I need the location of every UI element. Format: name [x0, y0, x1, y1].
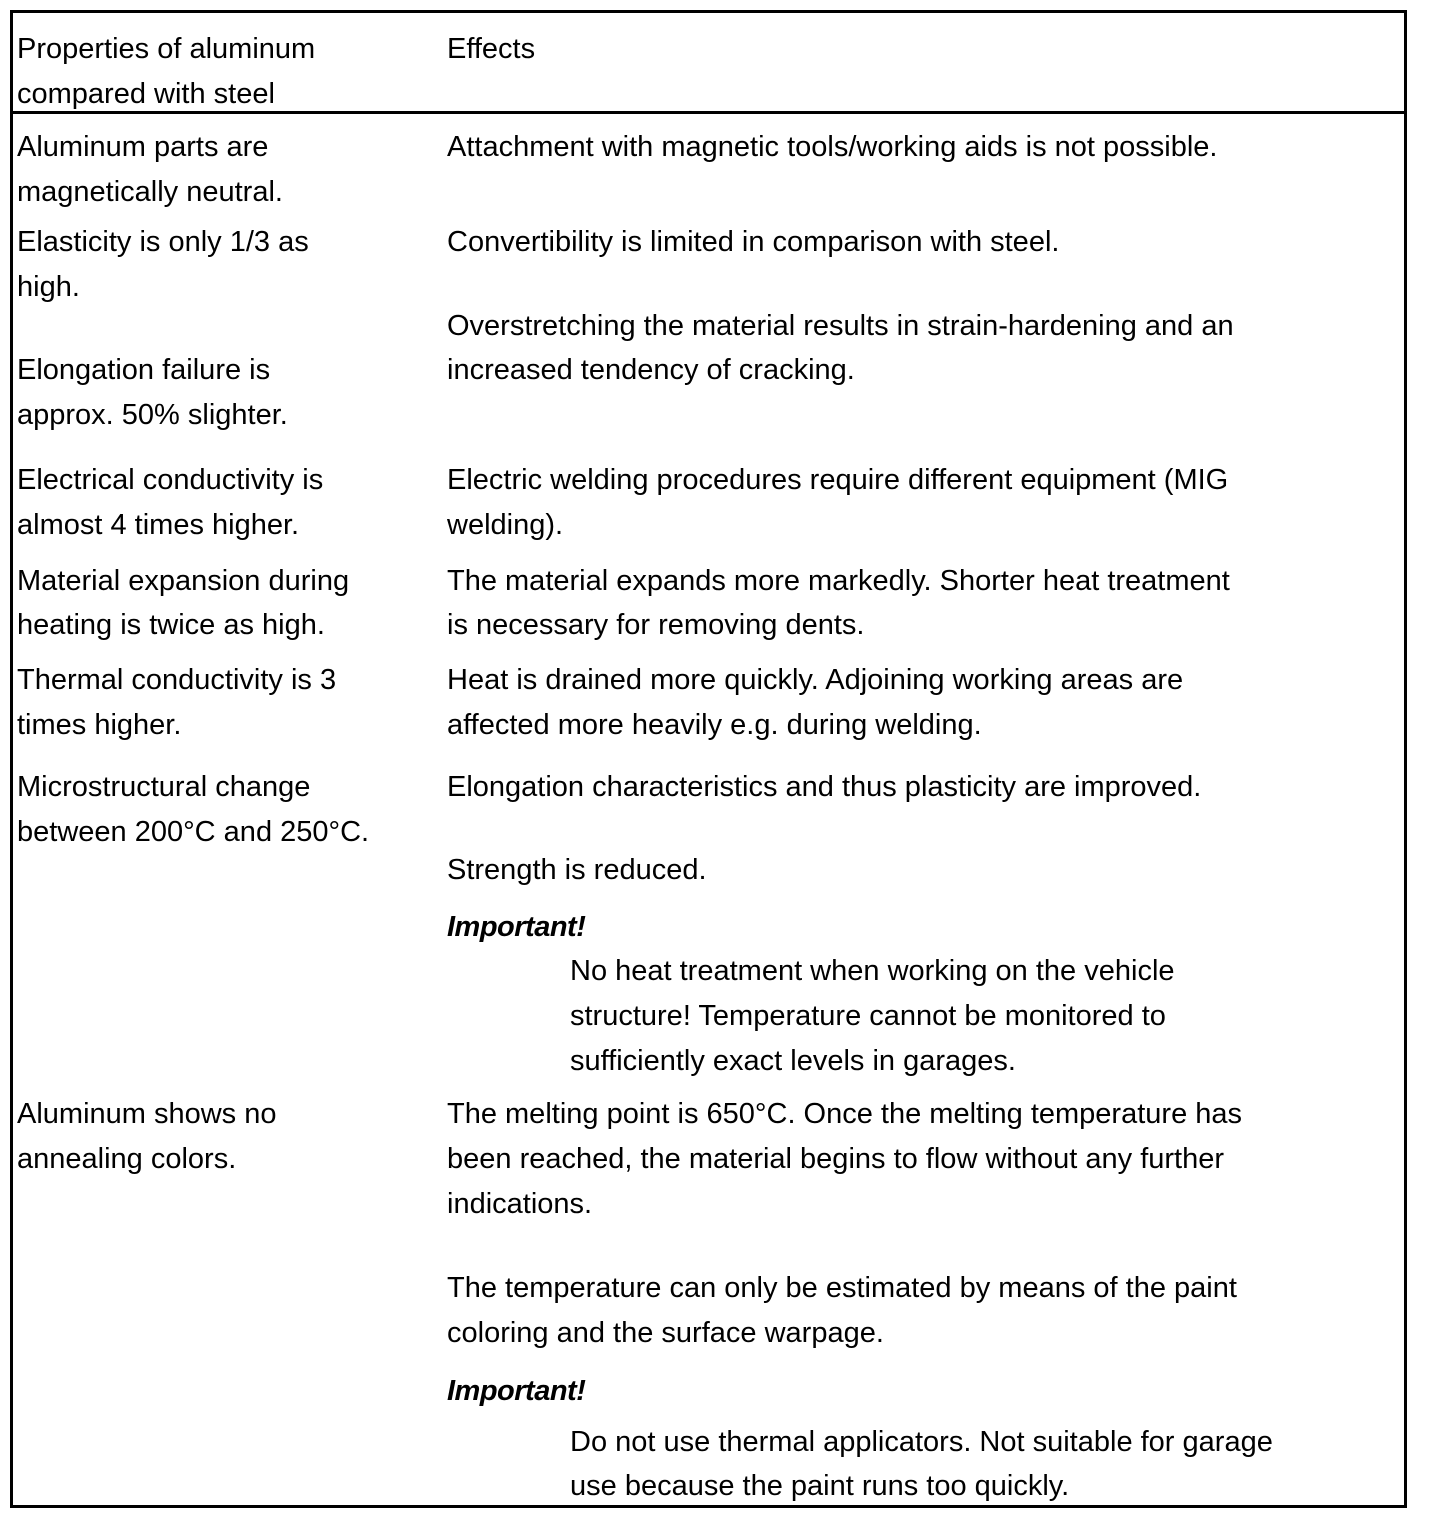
effect-text: Attachment with magnetic tools/working aids is not possible. [447, 131, 1218, 163]
effect-text: coloring and the surface warpage. [447, 1317, 884, 1349]
important-text: use because the paint runs too quickly. [570, 1470, 1070, 1502]
property-text: high. [17, 271, 80, 303]
important-text: structure! Temperature cannot be monitored to [570, 1000, 1166, 1032]
effect-text: increased tendency of cracking. [447, 354, 855, 386]
effect-text: Elongation characteristics and thus plasticity are improved. [447, 771, 1202, 803]
property-text: magnetically neutral. [17, 176, 283, 208]
header-properties-line2: compared with steel [17, 78, 275, 110]
header-properties-line1: Properties of aluminum [17, 33, 316, 65]
table-header [13, 13, 1404, 114]
header-effects: Effects [447, 33, 536, 65]
effect-text: The temperature can only be estimated by means of the paint [447, 1272, 1237, 1304]
property-text: between 200°C and 250°C. [17, 816, 370, 848]
important-text: Do not use thermal applicators. Not suitable for garage [570, 1426, 1273, 1458]
property-text: heating is twice as high. [17, 609, 325, 641]
property-text: Aluminum parts are [17, 131, 269, 163]
effect-text: Heat is drained more quickly. Adjoining working areas are [447, 664, 1184, 696]
effect-text: been reached, the material begins to flow without any further [447, 1143, 1225, 1175]
property-text: almost 4 times higher. [17, 509, 300, 541]
property-text: Elasticity is only 1/3 as [17, 226, 309, 258]
property-text: Microstructural change [17, 771, 311, 803]
important-text: No heat treatment when working on the vehicle [570, 955, 1175, 987]
properties-table [10, 10, 1407, 1508]
effect-text: Strength is reduced. [447, 854, 707, 886]
effect-text: Electric welding procedures require different equipment (MIG [447, 464, 1229, 496]
property-text: Thermal conductivity is 3 [17, 664, 337, 696]
property-text: annealing colors. [17, 1143, 237, 1175]
property-text: Material expansion during [17, 565, 350, 597]
property-text: Aluminum shows no [17, 1098, 277, 1130]
important-label: Important! [447, 1375, 586, 1407]
effect-text: welding). [447, 509, 564, 541]
effect-text: affected more heavily e.g. during welding. [447, 709, 982, 741]
effect-text: Convertibility is limited in comparison with steel. [447, 226, 1060, 258]
effect-text: The melting point is 650°C. Once the melting temperature has [447, 1098, 1243, 1130]
effect-text: Overstretching the material results in strain-hardening and an [447, 310, 1234, 342]
property-text: Electrical conductivity is [17, 464, 324, 496]
property-text: Elongation failure is [17, 354, 271, 386]
important-label: Important! [447, 911, 586, 943]
property-text: approx. 50% slighter. [17, 399, 288, 431]
effect-text: The material expands more markedly. Shorter heat treatment [447, 565, 1230, 597]
effect-text: indications. [447, 1188, 593, 1220]
property-text: times higher. [17, 709, 182, 741]
important-text: sufficiently exact levels in garages. [570, 1045, 1016, 1077]
effect-text: is necessary for removing dents. [447, 609, 865, 641]
